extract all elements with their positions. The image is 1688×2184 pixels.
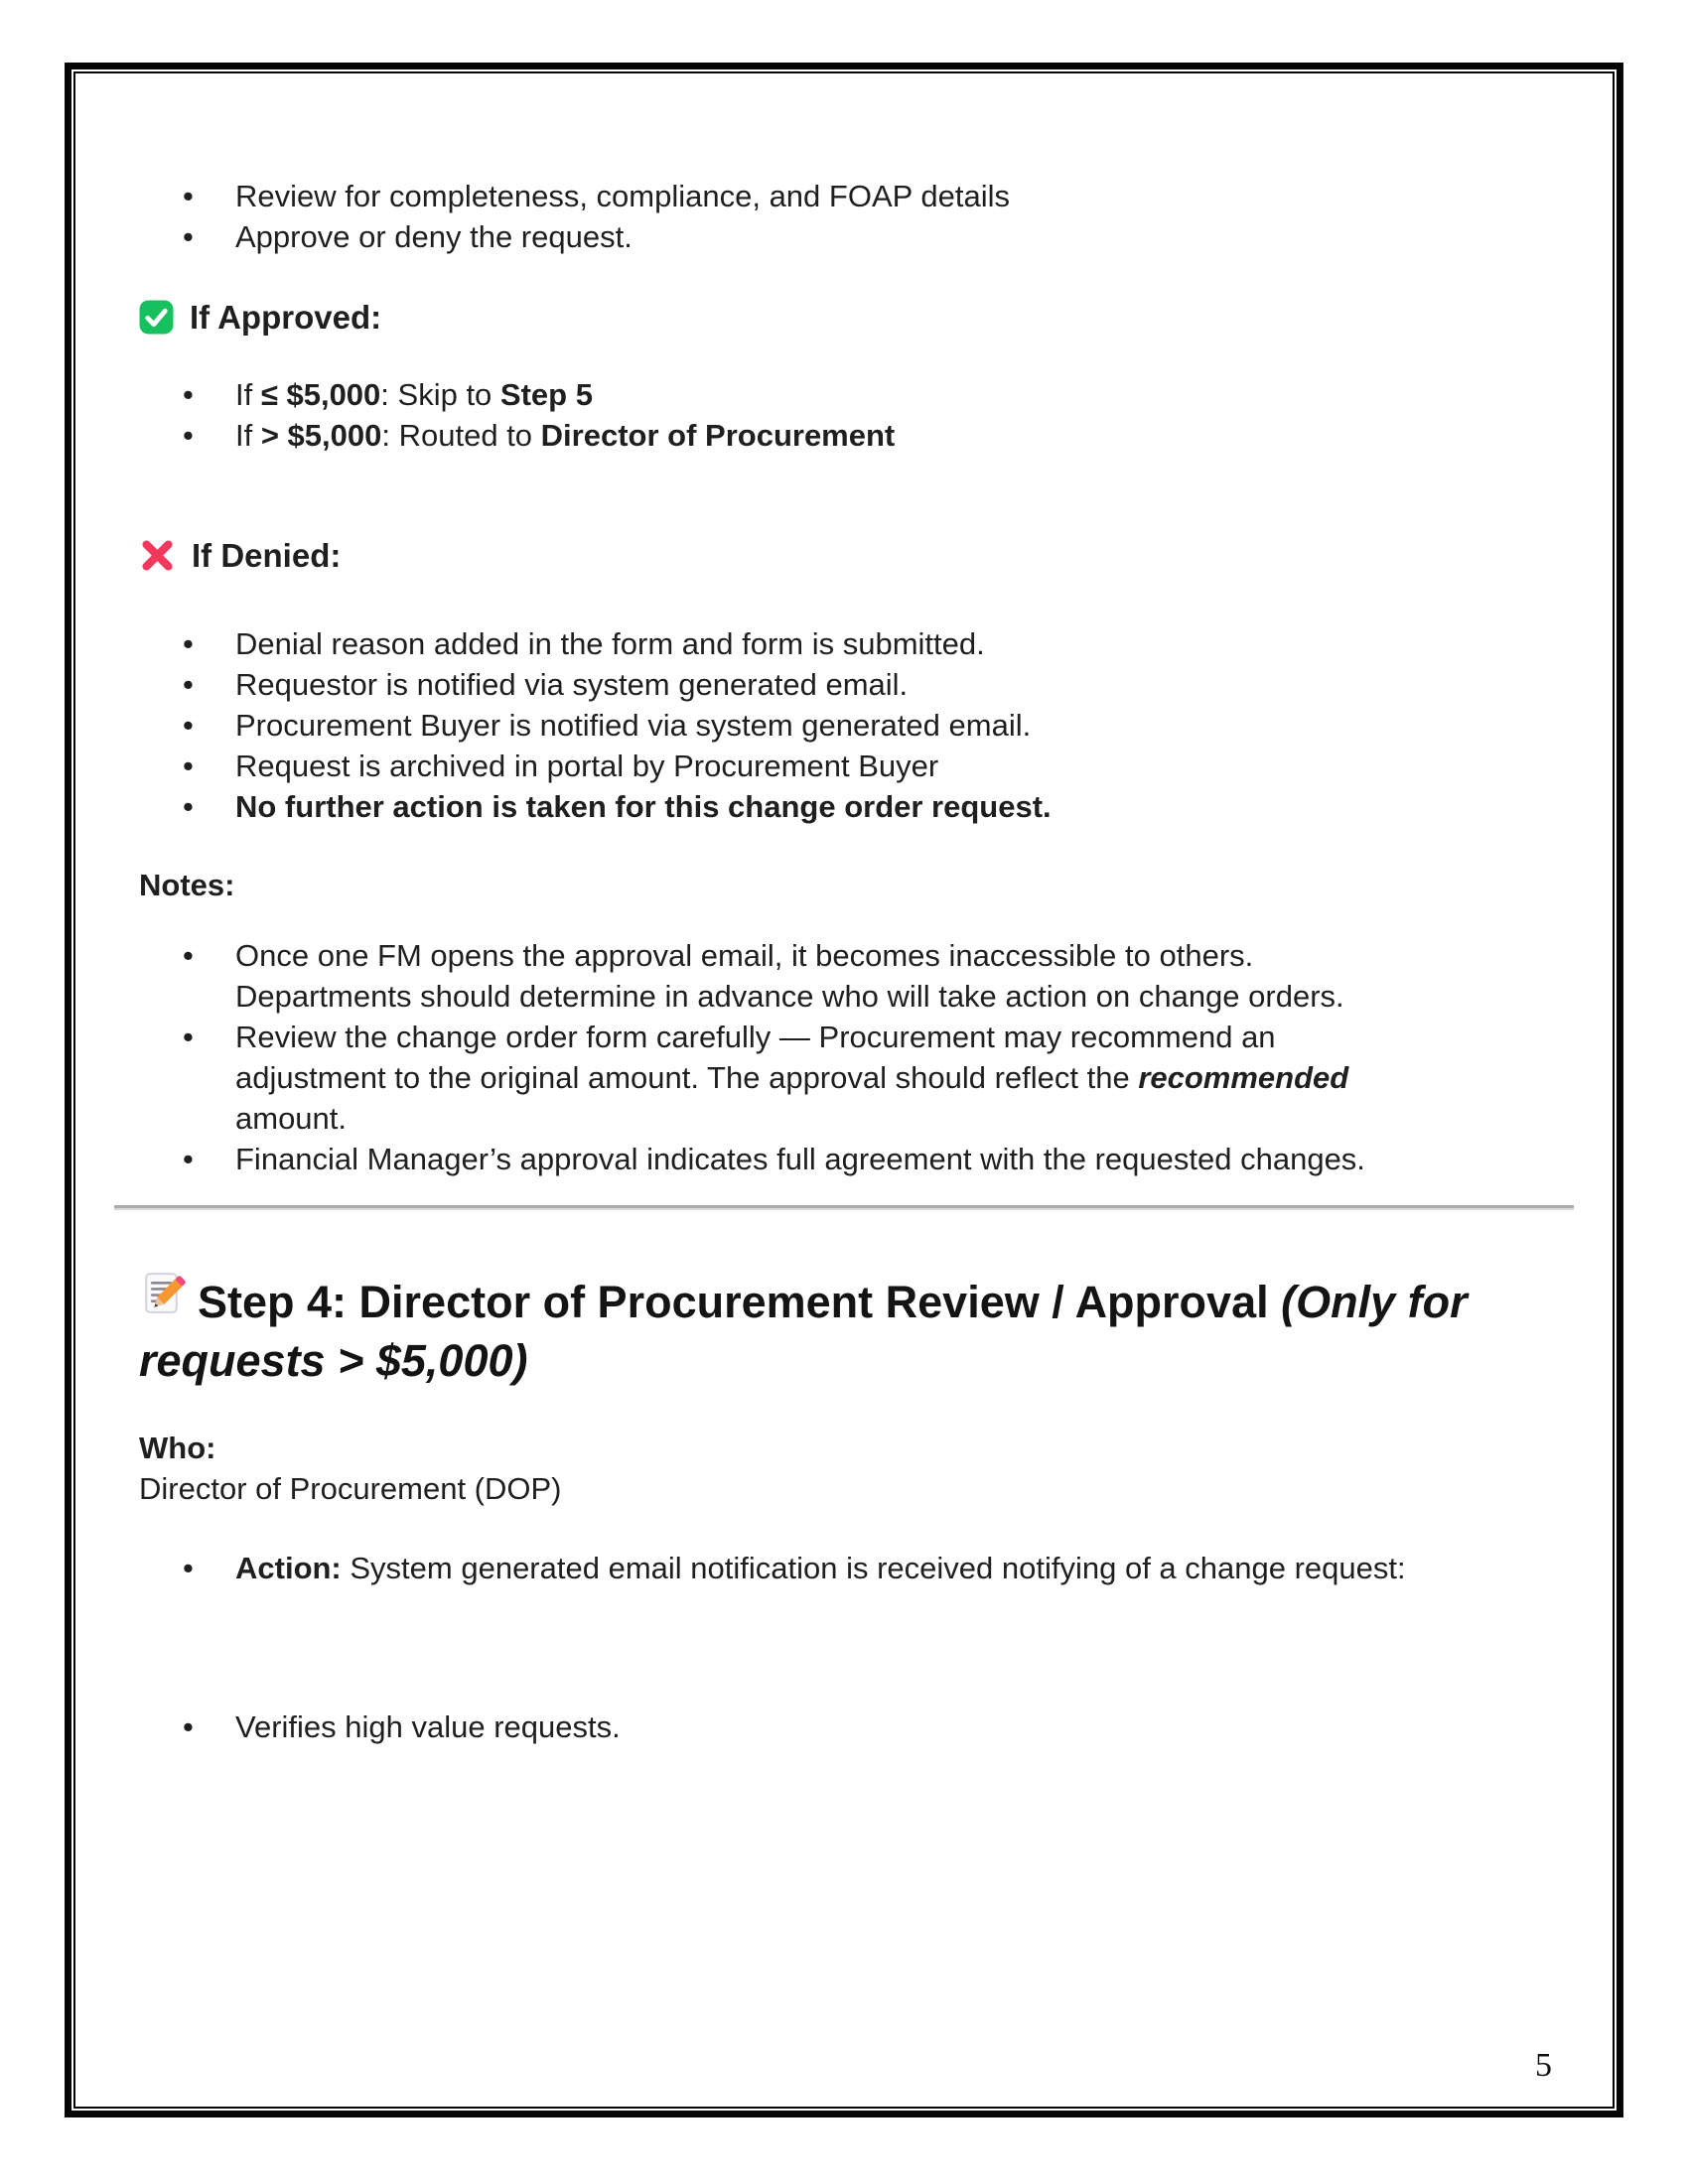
- list-item: [139, 216, 1430, 257]
- list-item: [139, 1017, 1430, 1139]
- list-item: [139, 374, 1430, 415]
- approved-bullet-list: [139, 374, 1430, 456]
- bullet-text: Financial Manager’s approval indicates full agreement with the requested changes.: [235, 1142, 1365, 1176]
- bullet-text: Once one FM opens the approval email, it becomes inaccessible to others. Departments should determine in advance who will take action on change orders.: [235, 938, 1344, 1014]
- bullet-text: Requestor is notified via system generated email.: [235, 667, 909, 702]
- denied-bullet-list: [139, 623, 1430, 827]
- list-item: [139, 786, 1430, 827]
- bullet-text: amount.: [235, 1101, 348, 1136]
- denied-section-heading: [139, 535, 341, 576]
- section-divider: [114, 1205, 1574, 1210]
- bullet-text: : Skip to: [380, 377, 500, 412]
- page-number: 5: [1535, 2047, 1552, 2084]
- list-item: [139, 664, 1430, 705]
- list-item: [139, 1706, 1430, 1747]
- bullet-text: Procurement Buyer is notified via system generated email.: [235, 708, 1032, 743]
- bullet-text-bold-italic: recommended: [1138, 1060, 1349, 1095]
- who-block: [139, 1428, 562, 1509]
- list-item: [139, 935, 1430, 1017]
- who-label: Who:: [139, 1431, 216, 1465]
- list-item: [139, 176, 1430, 216]
- section-title: If Approved:: [190, 299, 382, 336]
- heading-text-bold: [198, 1274, 1468, 1331]
- list-item: [139, 1139, 1430, 1179]
- bullet-text-bold: Action:: [235, 1551, 342, 1585]
- list-item: [139, 415, 1430, 456]
- bullet-text: If: [235, 418, 261, 453]
- bullet-text: Denial reason added in the form and form is submitted.: [235, 626, 985, 661]
- list-item: [139, 1548, 1430, 1588]
- bullet-text: Review for completeness, compliance, and FOAP details: [235, 179, 1010, 213]
- list-item: [139, 705, 1430, 746]
- check-mark-icon: [139, 300, 174, 335]
- list-item: [139, 623, 1430, 664]
- bullet-text-bold: Director of Procurement: [540, 418, 896, 453]
- bullet-text-bold: No further action is taken for this change order request.: [235, 789, 1052, 824]
- who-value: Director of Procurement (DOP): [139, 1471, 562, 1506]
- step4-heading: [139, 1272, 1468, 1390]
- bullet-text: Review the change order form carefully — Procurement may recommend an adjustment to the original amount. The approval should reflect the: [235, 1020, 1276, 1095]
- bullet-text: Approve or deny the request.: [235, 219, 633, 254]
- bullet-text-bold: ≤ $5,000: [260, 377, 381, 412]
- cross-mark-icon: [139, 537, 176, 574]
- section-title: If Denied:: [192, 537, 342, 574]
- bullet-text: Verifies high value requests.: [235, 1709, 621, 1744]
- bullet-text: : Routed to: [381, 418, 541, 453]
- bullet-text: Request is archived in portal by Procurement Buyer: [235, 749, 939, 783]
- approved-section-heading: [139, 297, 381, 338]
- bullet-text-bold: > $5,000: [260, 418, 382, 453]
- list-item: [139, 746, 1430, 786]
- bullet-text: If: [235, 377, 261, 412]
- verify-bullet-list: [139, 1706, 1430, 1747]
- step4-heading-line2: requests > $5,000): [139, 1335, 528, 1386]
- bullet-text-bold: Step 5: [499, 377, 593, 412]
- heading-text-italic: (Only for: [1281, 1276, 1468, 1327]
- notes-bullet-list: [139, 935, 1430, 1179]
- heading-text: Step 4: Director of Procurement Review / Approval: [198, 1276, 1282, 1327]
- step4-heading-line1: [139, 1272, 1468, 1332]
- intro-bullet-list: [139, 176, 1430, 257]
- action-bullet-list: [139, 1548, 1430, 1588]
- memo-icon: [139, 1270, 186, 1330]
- bullet-text: System generated email notification is received notifying of a change request:: [341, 1551, 1406, 1585]
- notes-heading: Notes:: [139, 868, 235, 902]
